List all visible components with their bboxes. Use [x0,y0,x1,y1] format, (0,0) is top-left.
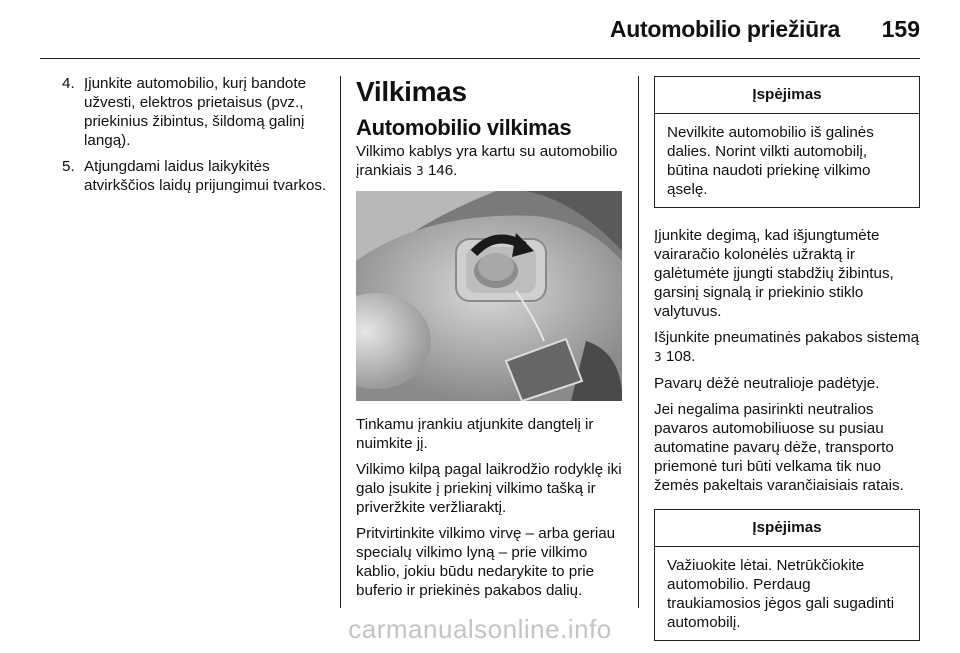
warning-title: Įspėjimas [655,510,919,547]
step-item [62,74,330,150]
header-rule [40,58,920,59]
step-number: 5. [62,158,75,175]
step-text: Atjungdami laidus laikykitės atvirkščios laidų prijungimui tvarkos. [84,158,327,194]
paragraph: Pavarų dėžė neutralioje padėtyje. [654,375,880,392]
warning-body: Važiuokite lėtai. Netrūkčiokite automobilio. Perdaug traukiamosios jėgos gali sugadinti automobilį. [667,557,895,631]
page-title: Automobilio priežiūra [609,16,840,42]
watermark: carmanualsonline.info [348,614,612,644]
page-number: 159 [881,16,920,42]
page-reference[interactable]: 108. [661,348,696,365]
arrow-ref-icon: 3 [415,164,424,178]
page-header [0,0,960,58]
paragraph: Tinkamu įrankiu atjunkite dangtelį ir nuimkite jį. [356,416,594,452]
section-subheading: Automobilio vilkimas [356,115,572,140]
paragraph: Pritvirtinkite vilkimo virvę – arba geriau specialų vilkimo lyną – prie vilkimo kablio, jokiu būdu nedarykite to prie buferio ir priekinės pakabos dalių. [356,525,616,599]
paragraph-text: Išjunkite pneumatinės pakabos sistemą [654,329,920,346]
middle-column [356,76,626,607]
step-number: 4. [62,75,75,92]
paragraph: Vilkimo kilpą pagal laikrodžio rodyklę iki galo įsukite į priekinį vilkimo tašką ir priveržkite veržliaraktį. [356,461,622,516]
step-text: Įjunkite automobilio, kurį bandote užvesti, elektros prietaisus (pvz., priekinius žibintus, šildomą galinį langą). [84,75,307,149]
section-heading: Vilkimas [356,76,467,107]
step-item [62,157,330,195]
page-reference[interactable]: 146. [423,162,458,179]
paragraph: Jei negalima pasirinkti neutralios pavaros automobiliuose su pusiau automatine pavarų dėže, transporto priemonė turi būti velkama tik nuo žemės pakeltais varančiaisiais ratais. [654,401,904,494]
warning-title: Įspėjimas [655,77,919,114]
arrow-ref-icon: 3 [654,350,662,364]
paragraph [654,328,920,367]
left-column [62,74,330,202]
paragraph: Įjunkite degimą, kad išjungtumėte vairaračio kolonėlės užraktą ir galėtumėte įjungti stabdžių žibintus, garsinį signalą ir priekinio stiklo valytuvus. [654,227,894,320]
column-divider-right [638,76,639,608]
column-divider-left [340,76,341,608]
right-column [654,76,920,653]
warning-box [654,76,920,208]
intro-text: Vilkimo kablys yra kartu su automobilio įrankiais [356,143,618,179]
towing-eye-photo [356,191,622,401]
towing-eye-illustration [356,191,622,401]
warning-body: Nevilkite automobilio iš galinės dalies. Norint vilkti automobilį, būtina naudoti priekinę vilkimo ąselę. [667,124,874,198]
intro-paragraph [356,142,626,181]
